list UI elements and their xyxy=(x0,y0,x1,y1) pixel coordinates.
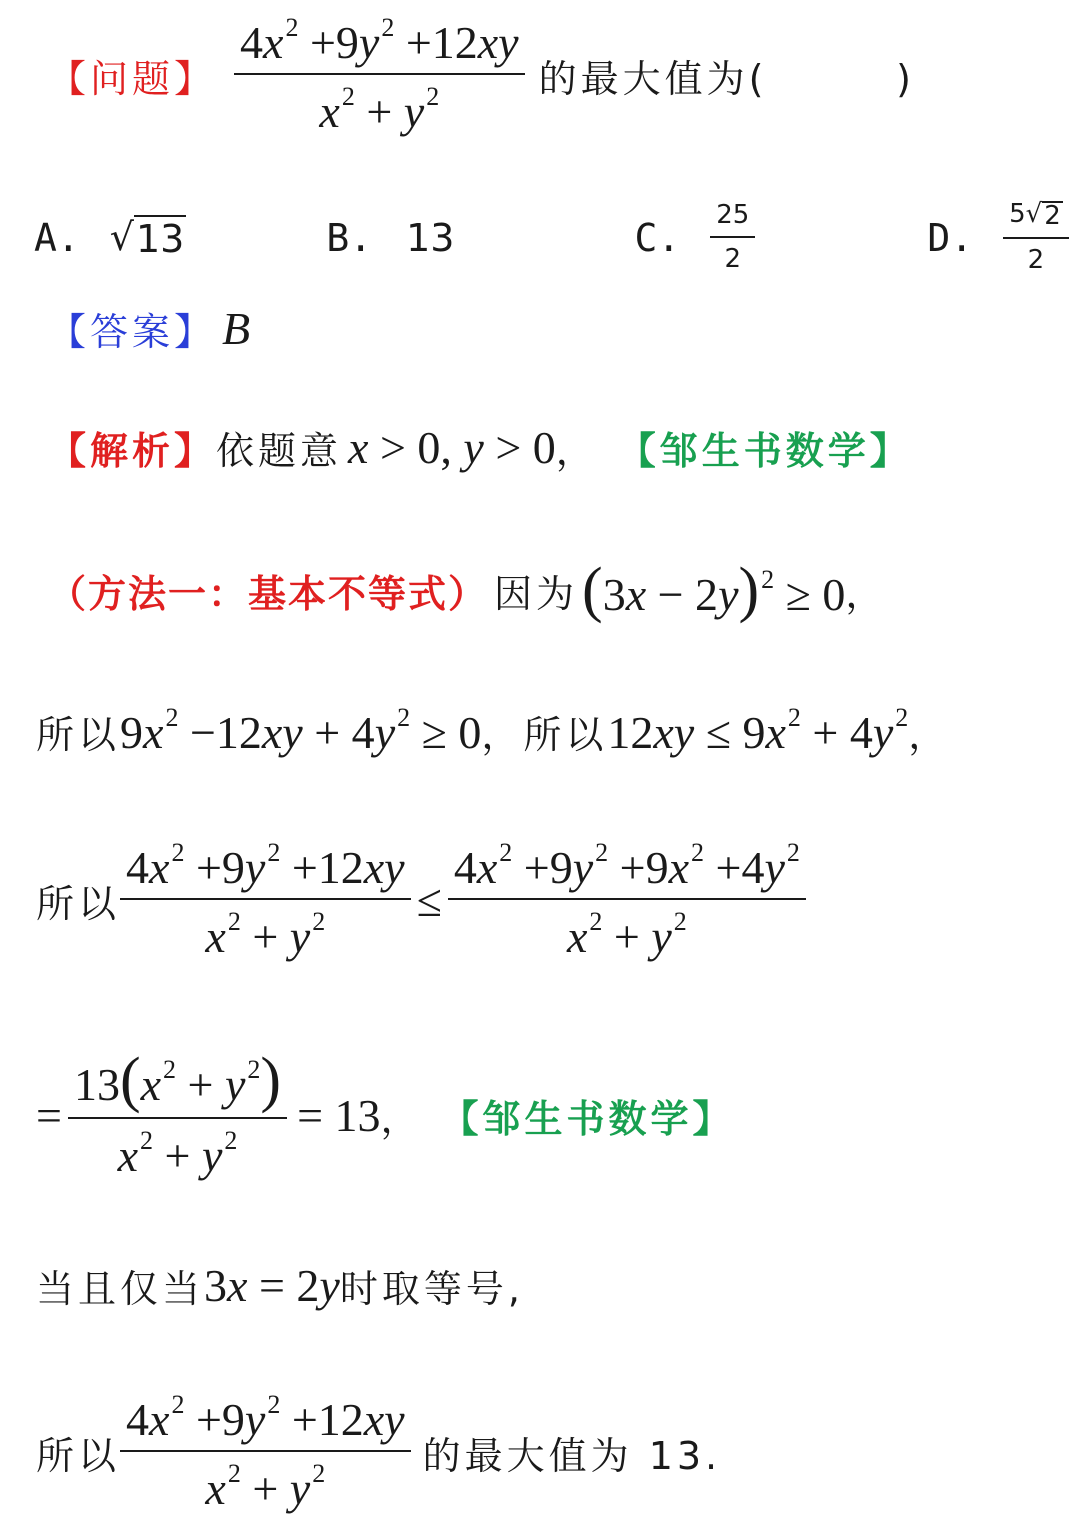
question-denominator: $x^2 + y^2$ xyxy=(319,82,440,137)
step2-text2: ，所以 xyxy=(481,712,608,757)
step5-text2: 时取等号, xyxy=(339,1266,524,1311)
step3-left-fraction: $\frac{4x^2 +9y^2 +12xy}{x^2 + y^2}$ xyxy=(120,839,411,962)
answer-tag: 【答案】 xyxy=(48,309,217,354)
step2-line xyxy=(36,696,950,766)
step4-line xyxy=(36,1040,735,1190)
method1-text: 因为 xyxy=(494,571,579,616)
method1-comma: ， xyxy=(845,571,888,616)
option-a-value: √ 13 xyxy=(109,214,185,261)
option-b-letter: B. xyxy=(326,215,373,260)
step2-expression2: $12xy \le 9x^2 + 4y^2$ xyxy=(607,703,909,758)
analysis-comma: ， xyxy=(555,428,598,473)
answer-line xyxy=(48,296,250,360)
step3-text: 所以 xyxy=(36,881,121,926)
step3-relation: ≤ xyxy=(416,874,442,926)
option-b-value: 13 xyxy=(406,215,455,260)
conclusion-line xyxy=(36,1382,721,1522)
conclusion-text: 所以 xyxy=(36,1433,121,1478)
step4-equals: = xyxy=(36,1089,62,1141)
step5-equation: 3x = 2y xyxy=(204,1259,340,1311)
analysis-condition: x > 0, y > 0 xyxy=(348,421,556,473)
question-numerator: $4x^2 +9y^2 +12xy$ xyxy=(240,12,519,68)
conclusion-fraction: $\frac{4x^2 +9y^2 +12xy}{x^2 + y^2}$ xyxy=(120,1391,411,1514)
conclusion-suffix: 的最大值为 13. xyxy=(422,1433,722,1478)
option-c-value: $\frac{25}{2}$ xyxy=(710,202,755,273)
option-d-value: 5 √ 2 2 xyxy=(1003,201,1069,274)
question-fraction xyxy=(234,14,525,137)
step5-text1: 当且仅当 xyxy=(36,1266,205,1311)
options-row xyxy=(34,190,1069,285)
question-suffix: 的最大值为( ) xyxy=(538,56,915,101)
analysis-text: 依题意 xyxy=(216,428,343,473)
method1-line xyxy=(48,550,887,630)
step4-result: = 13 xyxy=(297,1089,381,1141)
question-tag: 【问题】 xyxy=(48,56,217,101)
step4-comma: ， xyxy=(380,1096,423,1141)
option-d-letter: D. xyxy=(927,215,974,260)
watermark-label: 【邹生书数学】 xyxy=(617,428,912,473)
step4-fraction: $\frac{13(x^2 + y^2)}{x^2 + y^2}$ xyxy=(68,1049,287,1180)
watermark-label-2: 【邹生书数学】 xyxy=(440,1096,735,1141)
step3-line xyxy=(36,830,806,970)
step2-comma: ， xyxy=(908,712,951,757)
step5-line xyxy=(36,1250,524,1320)
analysis-line xyxy=(48,412,912,482)
method1-expression: $(3x - 2y)^2 \ge 0$ xyxy=(582,556,846,624)
analysis-tag: 【解析】 xyxy=(48,428,217,473)
step3-right-fraction: $\frac{4x^2 +9y^2 +9x^2 +4y^2}{x^2 + y^2}$ xyxy=(448,839,806,962)
question-line xyxy=(48,10,915,140)
step2-text1: 所以 xyxy=(36,712,121,757)
method1-tag: （方法一：基本不等式） xyxy=(48,571,489,616)
option-a-letter: A. xyxy=(34,215,80,260)
step2-expression1: $9x^2 -12xy + 4y^2 \ge 0$ xyxy=(120,703,482,758)
answer-value: B xyxy=(222,302,251,354)
option-c-letter: C. xyxy=(634,215,681,260)
